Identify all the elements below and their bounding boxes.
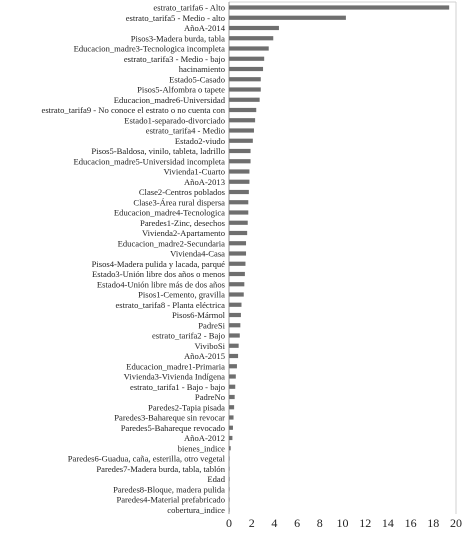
- category-label-35: Educacion_madre1-Primaria: [126, 361, 225, 372]
- bar-30: [229, 313, 241, 317]
- category-label-13: Estado2-viudo: [174, 135, 225, 146]
- category-label-34: AñoA-2015: [183, 351, 225, 361]
- bar-12: [229, 128, 254, 132]
- bar-10: [229, 108, 256, 112]
- bar-40: [229, 415, 234, 419]
- category-label-47: Paredes8-Bloque, madera pulida: [113, 484, 225, 495]
- category-label-11: Estado1-separado-divorciado: [124, 115, 225, 126]
- category-label-18: Clase2-Centros poblados: [138, 187, 225, 197]
- category-label-2: AñoA-2014: [183, 23, 225, 33]
- bar-14: [229, 149, 251, 153]
- category-label-4: Educacion_madre3-Tecnologica incompleta: [73, 43, 225, 54]
- bar-21: [229, 221, 248, 225]
- bar-37: [229, 385, 235, 389]
- bar-18: [229, 190, 249, 194]
- bar-11: [229, 118, 255, 122]
- bar-44: [229, 456, 230, 460]
- category-label-40: Paredes3-Bahareque sin revocar: [114, 412, 225, 423]
- category-label-41: Paredes5-Bahareque revocado: [120, 422, 225, 433]
- bar-26: [229, 272, 245, 276]
- bar-5: [229, 57, 264, 61]
- bar-8: [229, 87, 261, 91]
- bar-49: [229, 508, 230, 512]
- x-tick-label-10: 20: [450, 516, 462, 530]
- category-label-49: cobertura_indice: [167, 504, 225, 515]
- category-label-39: Paredes2-Tapia pisada: [148, 402, 225, 413]
- category-label-46: Edad: [207, 474, 225, 484]
- category-label-7: Estado5-Casado: [169, 74, 225, 85]
- bar-6: [229, 67, 263, 71]
- category-label-21: Paredes1-Zinc, desechos: [140, 217, 225, 228]
- category-label-10: estrato_tarifa9 - No conoce el estrato o no cuenta con: [41, 105, 225, 115]
- bar-39: [229, 405, 234, 409]
- category-label-48: Paredes4-Material prefabricado: [116, 494, 225, 505]
- category-label-28: Pisos1-Cemento, gravilla: [138, 289, 225, 300]
- category-label-12: estrato_tarifa4 - Medio: [145, 125, 225, 136]
- category-label-23: Educacion_madre2-Secundaria: [117, 238, 225, 249]
- bar-46: [229, 477, 230, 481]
- category-label-9: Educacion_madre6-Universidad: [113, 94, 225, 105]
- bar-0: [229, 5, 449, 9]
- category-label-0: estrato_tarifa6 - Alto: [153, 2, 225, 13]
- bar-38: [229, 395, 235, 399]
- x-tick-labels-group: [226, 516, 462, 530]
- bar-41: [229, 426, 233, 430]
- bar-20: [229, 210, 248, 214]
- bar-9: [229, 98, 260, 102]
- x-tick-label-6: 12: [359, 516, 372, 530]
- bar-35: [229, 364, 237, 368]
- category-label-15: Educacion_madre5-Universidad incompleta: [73, 156, 225, 167]
- category-label-25: Pisos4-Madera pulida y lacada, parqué: [91, 258, 225, 269]
- bar-42: [229, 436, 232, 440]
- category-label-24: Vivienda4-Casa: [170, 248, 225, 259]
- category-label-5: estrato_tarifa3 - Medio - bajo: [123, 53, 225, 64]
- category-label-42: AñoA-2012: [183, 433, 225, 443]
- bar-47: [229, 487, 230, 491]
- category-label-17: AñoA-2013: [183, 176, 225, 187]
- category-label-14: Pisos5-Baldosa, vinilo, tableta, ladrillo: [91, 146, 225, 156]
- bar-32: [229, 333, 240, 337]
- category-label-20: Educacion_madre4-Tecnologica: [113, 207, 225, 218]
- bar-29: [229, 303, 241, 307]
- bar-17: [229, 180, 249, 184]
- x-tick-label-9: 18: [427, 516, 440, 530]
- bar-33: [229, 344, 239, 348]
- bar-27: [229, 282, 244, 286]
- bar-16: [229, 169, 249, 173]
- category-label-31: PadreSi: [198, 320, 225, 331]
- bar-45: [229, 467, 230, 471]
- category-label-6: hacinamiento: [178, 64, 225, 74]
- bar-43: [229, 446, 231, 450]
- bars-group: [229, 5, 449, 511]
- category-labels-group: [42, 3, 226, 515]
- x-tick-label-0: 0: [226, 516, 232, 530]
- bar-1: [229, 16, 346, 20]
- category-label-37: estrato_tarifa1 - Bajo - bajo: [130, 381, 225, 392]
- x-tick-label-4: 8: [316, 516, 323, 530]
- bar-13: [229, 139, 253, 143]
- x-tick-label-5: 10: [336, 516, 349, 530]
- bar-19: [229, 200, 248, 204]
- category-label-44: Paredes6-Guadua, caña, esterilla, otro vegetal: [67, 453, 225, 464]
- bar-48: [229, 497, 230, 501]
- category-label-29: estrato_tarifa8 - Planta eléctrica: [115, 299, 225, 310]
- category-label-33: ViviboSi: [194, 340, 225, 351]
- x-tick-label-8: 16: [404, 516, 417, 530]
- bar-25: [229, 262, 245, 266]
- category-label-30: Pisos6-Mármol: [172, 310, 225, 320]
- category-label-36: Vivienda3-Vivienda Indígena: [123, 371, 225, 382]
- bar-15: [229, 159, 251, 163]
- category-label-8: Pisos5-Alfombra o tapete: [137, 84, 225, 95]
- x-tick-label-3: 6: [294, 516, 301, 530]
- category-label-19: Clase3-Área rural dispersa: [133, 197, 225, 208]
- bar-23: [229, 241, 246, 245]
- category-label-45: Paredes7-Madera burda, tabla, tablón: [96, 463, 225, 474]
- bar-34: [229, 354, 238, 358]
- bar-31: [229, 323, 240, 327]
- category-label-32: estrato_tarifa2 - Bajo: [151, 330, 225, 341]
- category-label-43: bienes_indice: [177, 443, 225, 454]
- category-label-3: Pisos3-Madera burda, tabla: [130, 33, 225, 44]
- category-label-16: Vivienda1-Cuarto: [163, 166, 225, 177]
- category-label-27: Estado4-Unión libre más de dos años: [96, 279, 225, 290]
- bar-24: [229, 251, 246, 255]
- bar-7: [229, 77, 261, 81]
- bar-36: [229, 374, 236, 378]
- x-tick-label-1: 2: [248, 516, 255, 530]
- x-tick-label-2: 4: [271, 516, 278, 530]
- bar-22: [229, 231, 247, 235]
- bar-2: [229, 26, 279, 30]
- x-tick-label-7: 14: [381, 516, 394, 530]
- bar-28: [229, 292, 244, 296]
- category-label-1: estrato_tarifa5 - Medio - alto: [125, 12, 225, 23]
- category-label-22: Vivienda2-Apartamento: [141, 228, 225, 238]
- bar-3: [229, 36, 273, 40]
- category-label-26: Estado3-Unión libre dos años o menos: [92, 269, 225, 279]
- category-label-38: PadreNo: [194, 392, 225, 402]
- bar-4: [229, 46, 269, 50]
